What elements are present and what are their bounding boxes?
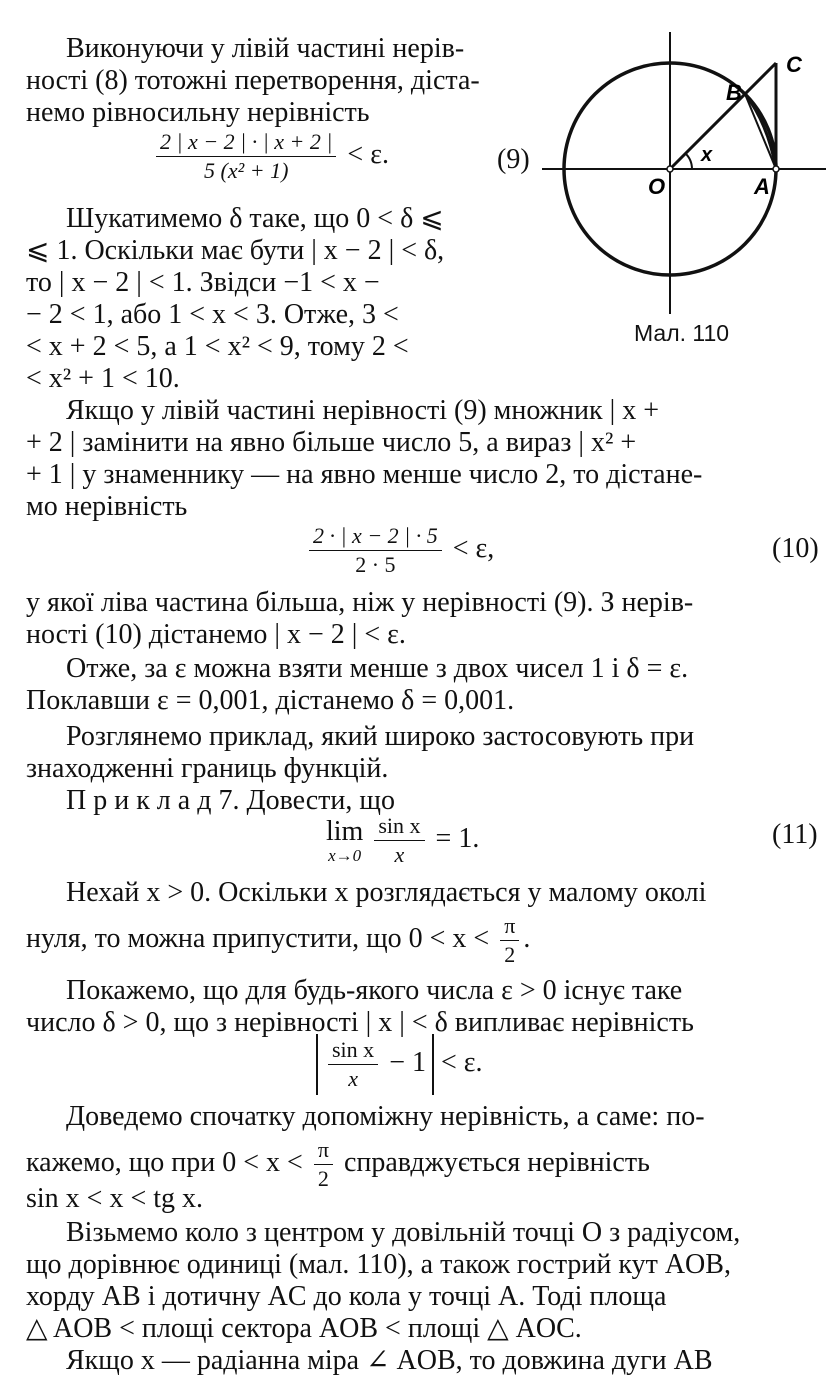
eq9-denominator: 5 (x² + 1) [204, 158, 289, 183]
text-span: − 1 [389, 1046, 426, 1078]
text-line: Візьмемо коло з центром у довільній точці O з радіусом, [66, 1217, 741, 1248]
point-a [773, 166, 779, 172]
label-x: x [701, 144, 713, 166]
inequality-abs [316, 1034, 483, 1095]
eq10-denominator: 2 · 5 [355, 552, 396, 577]
lim-operator: lim [326, 815, 364, 847]
text-line: sin x < x < tg x. [26, 1183, 204, 1214]
text-line: ності (10) дістанемо | x − 2 | < ε. [26, 619, 406, 650]
pi-numerator: π [500, 912, 519, 941]
eq9-numerator: 2 | x − 2 | · | x + 2 | [156, 128, 336, 157]
text-line: < x² + 1 < 10. [26, 363, 180, 394]
equation-9 [152, 128, 389, 185]
text-line: Доведемо спочатку допоміжну нерівність, а саме: по- [66, 1101, 705, 1132]
label-o: O [648, 174, 666, 199]
text-line: Якщо x — радіанна міра ∠ AOB, то довжина дуги AB [66, 1345, 713, 1376]
text-line: то | x − 2 | < 1. Звідси −1 < x − [26, 267, 380, 298]
text-line: Шукатимемо δ таке, що 0 < δ ⩽ [66, 203, 444, 234]
text-line: Розглянемо приклад, який широко застосовують при [66, 721, 695, 752]
equation-number: (10) [772, 533, 819, 564]
text-line: немо рівносильну нерівність [26, 97, 370, 128]
pi-denominator: 2 [504, 942, 516, 967]
eq11-denominator: x [394, 842, 405, 867]
pi-numerator: π [314, 1136, 333, 1165]
text-line: + 2 | замінити на явно більше число 5, а вираз | x² + [26, 427, 637, 458]
example-text: Довести, що [246, 785, 395, 816]
eq11-numerator: sin x [374, 812, 424, 841]
equation-10 [305, 522, 494, 579]
text-line: △ AOB < площі сектора AOB < площі △ AOC. [26, 1313, 582, 1344]
text-line: що дорівнює одиниці (мал. 110), а також гострий кут AOB, [26, 1249, 731, 1280]
text-span: < ε. [440, 1046, 483, 1078]
text-line: знаходженні границь функцій. [26, 753, 389, 784]
text-line: Виконуючи у лівій частині нерів- [66, 33, 465, 64]
text-line: число δ > 0, що з нерівності | x | < δ випливає нерівність [26, 1007, 694, 1038]
eq11-rhs: = 1. [435, 822, 480, 854]
text-line: ⩽ 1. Оскільки має бути | x − 2 | < δ, [26, 235, 445, 266]
text-line: < x + 2 < 5, а 1 < x² < 9, тому 2 < [26, 331, 409, 362]
label-a: A [754, 174, 770, 199]
text-line: ності (8) тотожні перетворення, діста- [26, 65, 480, 96]
equation-11 [326, 812, 479, 869]
equation-number: (11) [772, 819, 818, 850]
example-label: П р и к л а д 7. [66, 785, 240, 816]
text-line: Покажемо, що для будь-якого числа ε > 0 існує таке [66, 975, 683, 1006]
point-o [667, 166, 673, 172]
lim-subscript: x→0 [328, 845, 362, 865]
text-line: у якої ліва частина більша, ніж у нерівності (9). З нерів- [26, 587, 694, 618]
text-line: Поклавши ε = 0,001, дістанемо δ = 0,001. [26, 685, 515, 716]
eq10-rhs: < ε, [452, 532, 495, 564]
text-line: Якщо у лівій частині нерівності (9) множник | x + [66, 395, 660, 426]
text-line: Отже, за ε можна взяти менше з двох чисел 1 і δ = ε. [66, 653, 689, 684]
pi-denominator: 2 [317, 1166, 329, 1191]
figure-caption: Мал. 110 [634, 320, 730, 346]
text-line: мо нерівність [26, 491, 188, 522]
abs-numerator: sin x [328, 1036, 378, 1065]
equation-number: (9) [497, 144, 530, 175]
text-line: хорду AB і дотичну AC до кола у точці A. Тоді площа [26, 1281, 667, 1312]
eq10-numerator: 2 · | x − 2 | · 5 [309, 522, 442, 551]
text-span: кажемо, що при 0 < x < [26, 1146, 303, 1178]
label-b: B [726, 80, 742, 105]
angle-arc [685, 153, 692, 169]
text-line: Нехай x > 0. Оскільки x розглядається у малому околі [66, 877, 707, 908]
text-span: . [523, 922, 531, 954]
text-line: + 1 | у знаменнику — на явно менше число 2, то дістане- [26, 459, 703, 490]
chord-ab [745, 94, 776, 169]
eq9-rhs: < ε. [347, 138, 389, 170]
text-span: нуля, то можна припустити, що 0 < x < [26, 922, 490, 954]
figure-110 [540, 14, 830, 344]
label-c: C [786, 52, 802, 77]
text-line [26, 912, 530, 969]
abs-denominator: x [348, 1066, 358, 1091]
text-span: справджується нерівність [343, 1146, 650, 1178]
text-line: − 2 < 1, або 1 < x < 3. Отже, 3 < [26, 299, 399, 330]
